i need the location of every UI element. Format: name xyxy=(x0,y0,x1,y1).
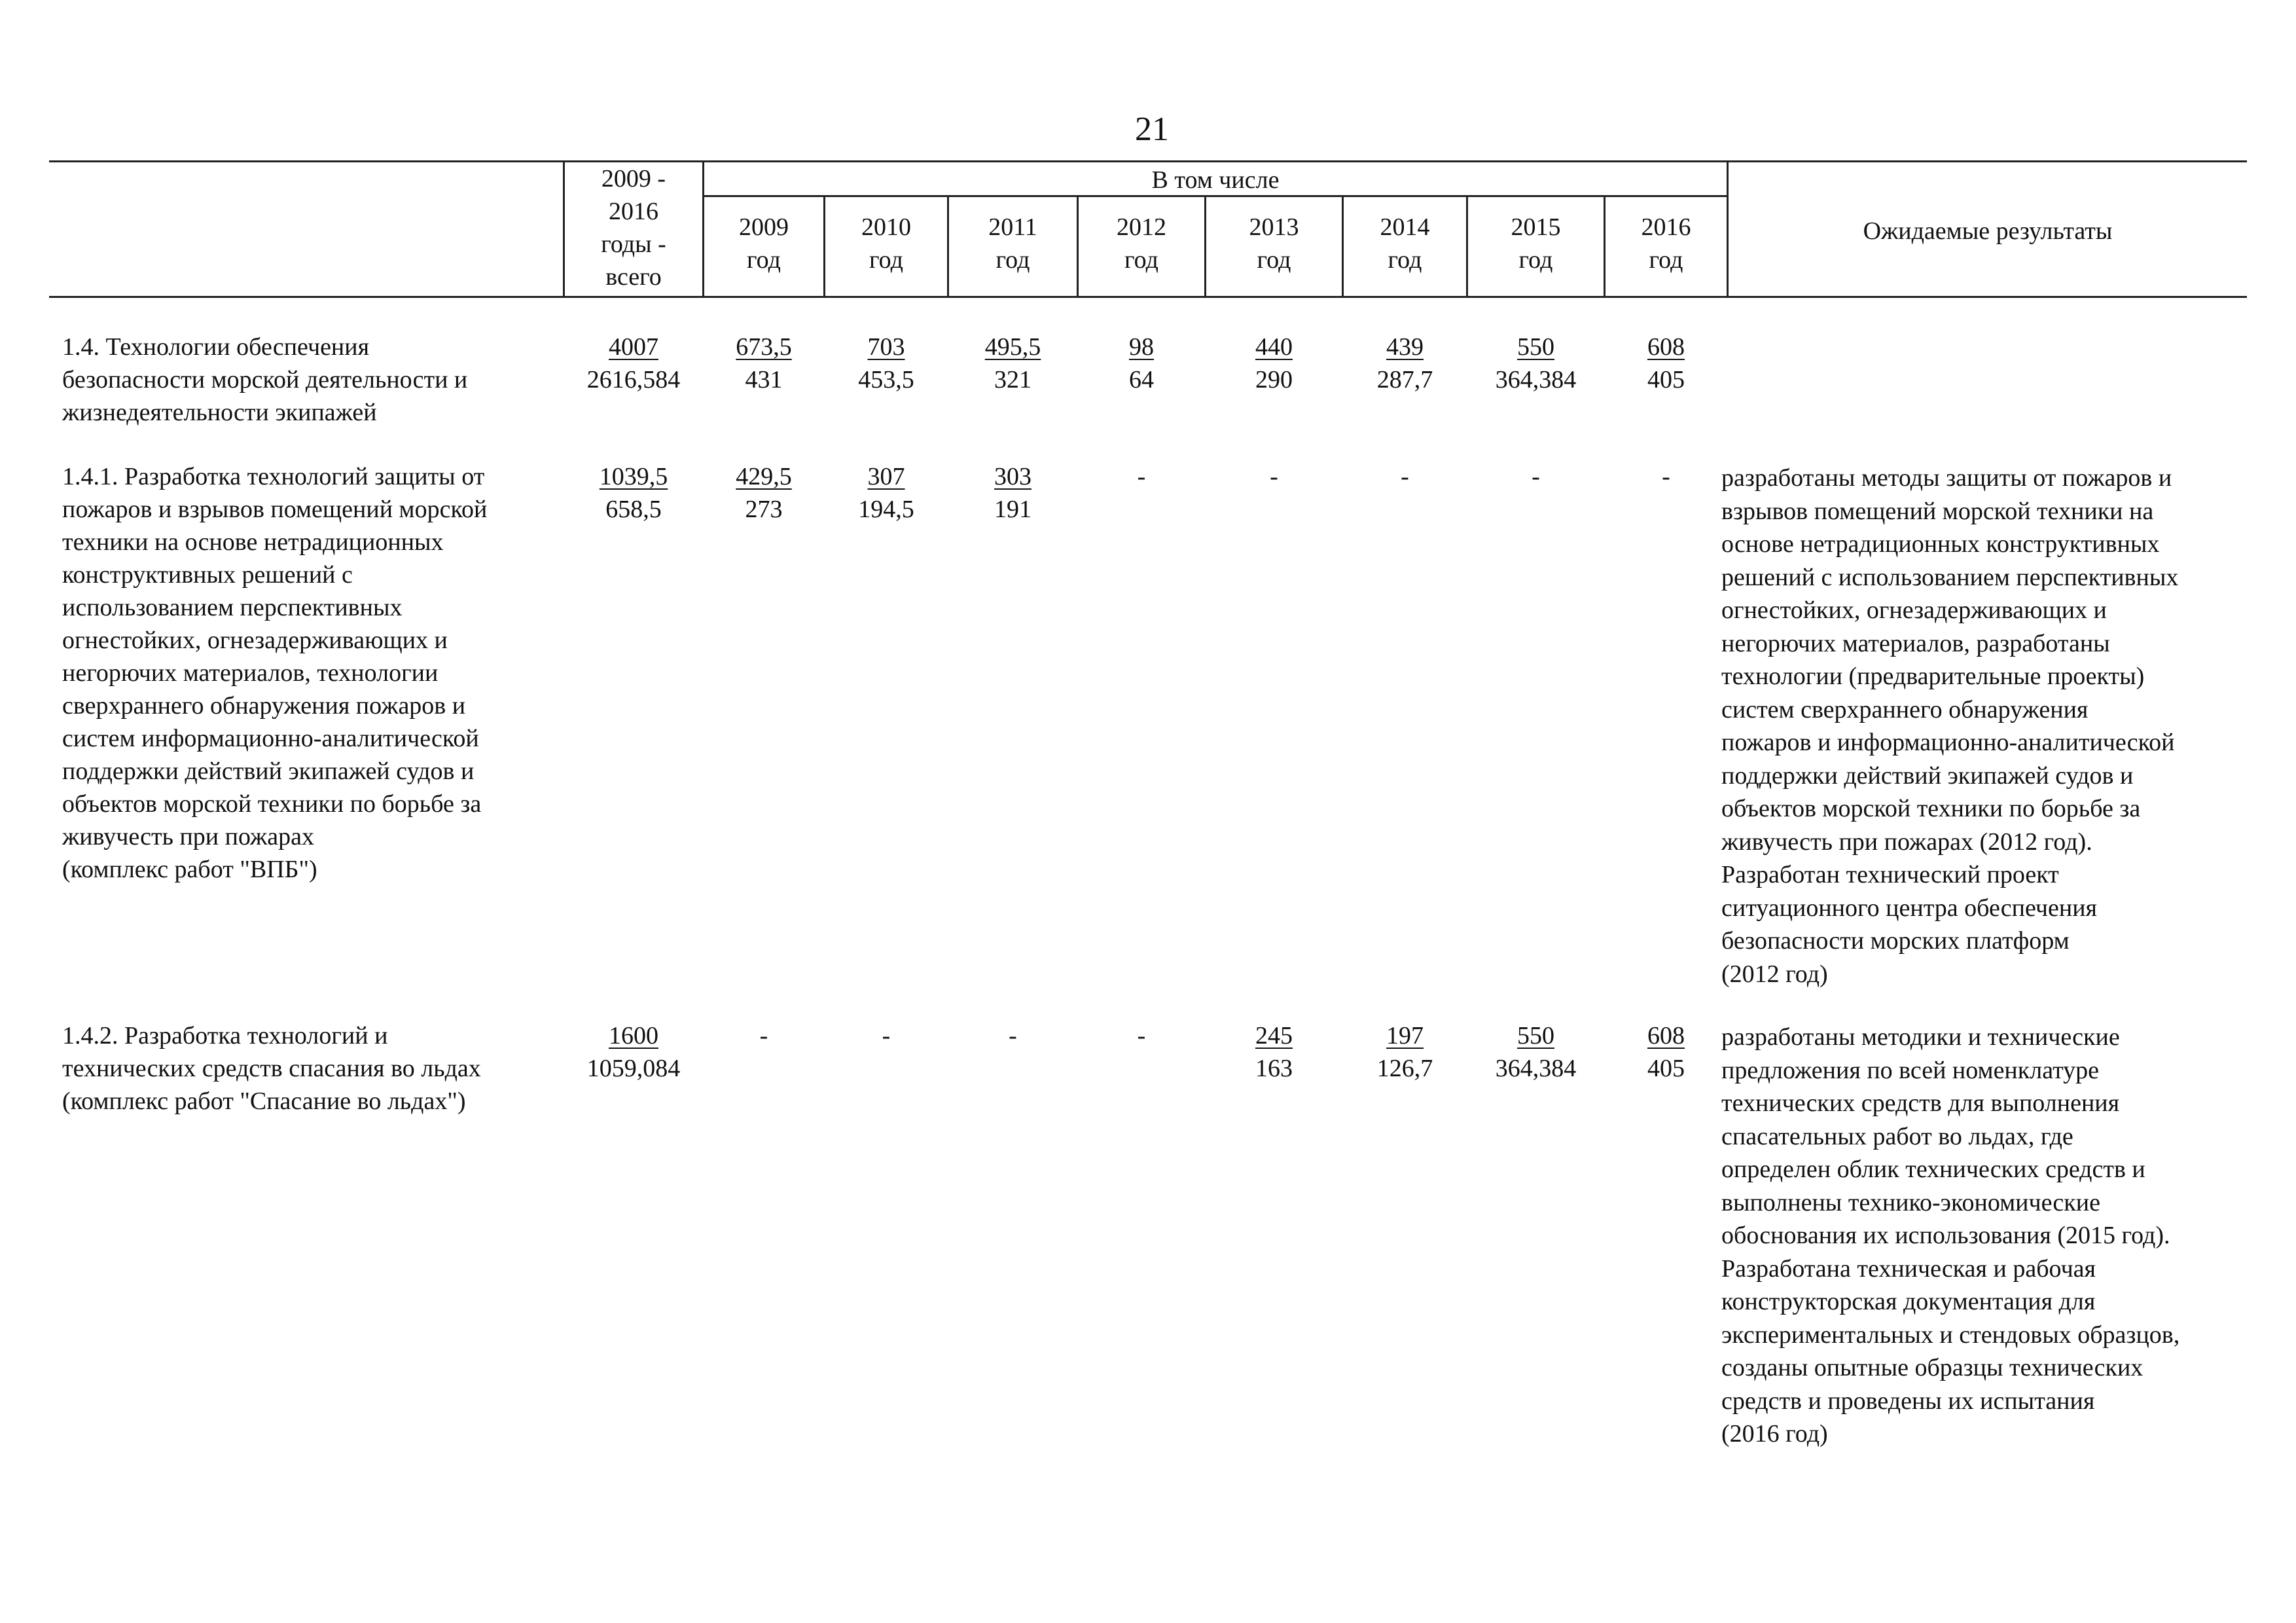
header-year-unit: год xyxy=(1124,246,1158,274)
budget-value: 163 xyxy=(1255,1055,1293,1082)
header-year-2013 xyxy=(1206,211,1342,276)
year-cell-2012 xyxy=(1079,460,1204,493)
result-line: систем сверхраннего обнаружения xyxy=(1721,695,2089,723)
header-year-2016 xyxy=(1605,211,1727,276)
row-expected-result xyxy=(1721,462,2178,991)
result-line: конструкторская документация для xyxy=(1721,1288,2096,1315)
planned-value: 673,5 xyxy=(736,333,792,361)
year-cell-2013 xyxy=(1206,460,1342,493)
row-name-line: живучесть при пожарах xyxy=(62,823,315,850)
budget-value: 191 xyxy=(994,496,1031,523)
result-line: предложения по всей номенклатуре xyxy=(1721,1056,2100,1084)
header-year-unit: год xyxy=(1649,246,1683,274)
planned-value: 303 xyxy=(994,463,1031,490)
header-year-unit: год xyxy=(1257,246,1291,274)
header-year-2011 xyxy=(949,211,1077,276)
header-total-line: 2009 - xyxy=(601,165,666,192)
budget-value: 321 xyxy=(994,366,1031,393)
empty-dash: - xyxy=(1137,463,1146,490)
header-year-unit: год xyxy=(1388,246,1422,274)
year-cell-2015 xyxy=(1468,460,1604,493)
empty-dash: - xyxy=(1270,463,1278,490)
budget-value: 2616,584 xyxy=(586,366,681,393)
planned-value: 495,5 xyxy=(984,333,1041,361)
header-year: 2011 xyxy=(988,213,1037,241)
year-cell-2014 xyxy=(1344,331,1466,396)
year-cell-2014 xyxy=(1344,1019,1466,1085)
header-year: 2009 xyxy=(739,213,789,241)
year-cell-2009 xyxy=(704,1019,823,1052)
row-name-line: (комплекс работ "ВПБ") xyxy=(62,856,317,883)
empty-dash: - xyxy=(882,1022,891,1049)
header-total-line: 2016 xyxy=(609,198,658,225)
year-cell-2014 xyxy=(1344,460,1466,493)
result-line: экспериментальных и стендовых образцов, xyxy=(1721,1321,2180,1349)
year-cell-2009 xyxy=(704,460,823,526)
year-cell-2015 xyxy=(1468,331,1604,396)
empty-dash: - xyxy=(1009,1022,1017,1049)
budget-value: 126,7 xyxy=(1376,1055,1433,1082)
result-line: технических средств для выполнения xyxy=(1721,1089,2120,1117)
result-line: определен облик технических средств и xyxy=(1721,1156,2145,1183)
header-year-2014 xyxy=(1344,211,1466,276)
row-name xyxy=(62,331,467,429)
result-line: технологии (предварительные проекты) xyxy=(1721,663,2145,690)
year-cell-2016 xyxy=(1605,331,1727,396)
budget-value: 273 xyxy=(745,496,783,523)
header-year: 2012 xyxy=(1117,213,1166,241)
header-results-label: Ожидаемые результаты xyxy=(1863,217,2113,245)
row-name-line: систем информационно-аналитической xyxy=(62,725,479,752)
header-year-unit: год xyxy=(869,246,903,274)
year-cell-2010 xyxy=(825,460,947,526)
result-line: (2012 год) xyxy=(1721,960,1828,988)
planned-value: 307 xyxy=(867,463,905,490)
header-bottom-rule xyxy=(49,296,2247,298)
row-name-line: безопасности морской деятельности и xyxy=(62,366,468,393)
budget-value: 290 xyxy=(1255,366,1293,393)
row-name-line: огнестойких, огнезадерживающих и xyxy=(62,627,448,654)
year-cell-2012 xyxy=(1079,331,1204,396)
year-cell-2016 xyxy=(1605,460,1727,493)
planned-value: 245 xyxy=(1255,1022,1293,1049)
row-name-line: 1.4.1. Разработка технологий защиты от xyxy=(62,463,485,490)
budget-value: 405 xyxy=(1647,1055,1685,1082)
planned-value: 4007 xyxy=(609,333,658,361)
result-line: средств и проведены их испытания xyxy=(1721,1387,2095,1415)
year-cell-2011 xyxy=(949,460,1077,526)
result-line: (2016 год) xyxy=(1721,1420,1828,1448)
row-name-line: технических средств спасания во льдах xyxy=(62,1055,481,1082)
result-line: ситуационного центра обеспечения xyxy=(1721,894,2098,922)
empty-dash: - xyxy=(759,1022,768,1049)
planned-value: 1600 xyxy=(609,1022,658,1049)
year-cell-2015 xyxy=(1468,1019,1604,1085)
budget-value: 431 xyxy=(745,366,783,393)
result-line: выполнены технико-экономические xyxy=(1721,1188,2100,1216)
row-name-line: поддержки действий экипажей судов и xyxy=(62,757,475,785)
row-name-line: (комплекс работ "Спасание во льдах") xyxy=(62,1087,466,1115)
header-year-2015 xyxy=(1468,211,1604,276)
header-year-unit: год xyxy=(996,246,1030,274)
row-name-line: 1.4. Технологии обеспечения xyxy=(62,333,370,361)
year-cell-2011 xyxy=(949,1019,1077,1052)
planned-value: 439 xyxy=(1386,333,1424,361)
empty-dash: - xyxy=(1137,1022,1146,1049)
empty-dash: - xyxy=(1401,463,1409,490)
planned-value: 440 xyxy=(1255,333,1293,361)
row-total xyxy=(565,460,702,526)
year-cell-2013 xyxy=(1206,1019,1342,1085)
result-line: созданы опытные образцы технических xyxy=(1721,1354,2144,1381)
header-year: 2013 xyxy=(1249,213,1299,241)
header-year-unit: год xyxy=(747,246,781,274)
row-name-line: техники на основе нетрадиционных xyxy=(62,528,444,556)
planned-value: 1039,5 xyxy=(599,463,668,490)
header-total-line: годы - xyxy=(601,230,666,258)
header-year: 2016 xyxy=(1641,213,1691,241)
row-name-line: сверхраннего обнаружения пожаров и xyxy=(62,692,466,720)
planned-value: 550 xyxy=(1517,1022,1554,1049)
empty-dash: - xyxy=(1532,463,1540,490)
result-line: пожаров и информационно-аналитической xyxy=(1721,729,2175,756)
result-line: основе нетрадиционных конструктивных xyxy=(1721,530,2160,558)
result-line: взрывов помещений морской техники на xyxy=(1721,497,2154,525)
year-cell-2011 xyxy=(949,331,1077,396)
budget-value: 364,384 xyxy=(1495,366,1577,393)
result-line: негорючих материалов, разработаны xyxy=(1721,629,2110,657)
table-top-rule xyxy=(49,160,2247,162)
row-name-line: объектов морской техники по борьбе за xyxy=(62,790,482,818)
header-group-label: В том числе xyxy=(1151,166,1280,194)
page-number: 21 xyxy=(1135,111,1169,148)
budget-value: 405 xyxy=(1647,366,1685,393)
header-year: 2010 xyxy=(861,213,911,241)
year-cell-2010 xyxy=(825,331,947,396)
row-name xyxy=(62,1019,481,1118)
header-year-unit: год xyxy=(1518,246,1553,274)
row-total xyxy=(565,331,702,396)
planned-value: 197 xyxy=(1386,1022,1424,1049)
row-name-line: конструктивных решений с xyxy=(62,561,353,589)
header-year: 2015 xyxy=(1511,213,1561,241)
row-name-line: негорючих материалов, технологии xyxy=(62,659,439,687)
header-total-line: всего xyxy=(605,263,662,291)
header-year-2010 xyxy=(825,211,947,276)
header-year-2012 xyxy=(1079,211,1204,276)
result-line: объектов морской техники по борьбе за xyxy=(1721,795,2141,822)
result-line: безопасности морских платформ xyxy=(1721,927,2070,955)
row-name-line: пожаров и взрывов помещений морской xyxy=(62,496,488,523)
planned-value: 608 xyxy=(1647,1022,1685,1049)
row-expected-result xyxy=(1721,1021,2179,1451)
planned-value: 429,5 xyxy=(736,463,792,490)
result-line: поддержки действий экипажей судов и xyxy=(1721,761,2134,790)
planned-value: 703 xyxy=(867,333,905,361)
row-name-line: жизнедеятельности экипажей xyxy=(62,399,377,426)
budget-value: 364,384 xyxy=(1495,1055,1577,1082)
result-line: разработаны методы защиты от пожаров и xyxy=(1721,464,2172,492)
result-line: живучесть при пожарах (2012 год). xyxy=(1721,828,2092,856)
header-year-2009 xyxy=(704,211,823,276)
year-cell-2013 xyxy=(1206,331,1342,396)
budget-value: 194,5 xyxy=(858,496,914,523)
budget-value: 453,5 xyxy=(858,366,914,393)
result-line: разработаны методики и технические xyxy=(1721,1023,2120,1051)
header-year: 2014 xyxy=(1380,213,1430,241)
empty-dash: - xyxy=(1662,463,1670,490)
year-cell-2009 xyxy=(704,331,823,396)
budget-value: 658,5 xyxy=(605,496,662,523)
header-total-column xyxy=(565,162,702,293)
year-cell-2012 xyxy=(1079,1019,1204,1052)
year-cell-2016 xyxy=(1605,1019,1727,1085)
result-line: Разработана техническая и рабочая xyxy=(1721,1254,2096,1283)
result-line: спасательных работ во льдах, где xyxy=(1721,1122,2073,1150)
planned-value: 608 xyxy=(1647,333,1685,361)
budget-value: 287,7 xyxy=(1376,366,1433,393)
planned-value: 550 xyxy=(1517,333,1554,361)
row-name-line: 1.4.2. Разработка технологий и xyxy=(62,1022,388,1049)
result-line: Разработан технический проект xyxy=(1721,861,2059,888)
row-name xyxy=(62,460,487,886)
result-line: обоснования их использования (2015 год). xyxy=(1721,1222,2170,1249)
result-line: огнестойких, огнезадерживающих и xyxy=(1721,596,2107,624)
row-name-line: использованием перспективных xyxy=(62,594,403,621)
row-total xyxy=(565,1019,702,1085)
budget-value: 1059,084 xyxy=(586,1055,681,1082)
year-cell-2010 xyxy=(825,1019,947,1052)
planned-value: 98 xyxy=(1129,333,1154,361)
budget-value: 64 xyxy=(1129,366,1154,393)
result-line: решений с использованием перспективных xyxy=(1721,563,2179,591)
